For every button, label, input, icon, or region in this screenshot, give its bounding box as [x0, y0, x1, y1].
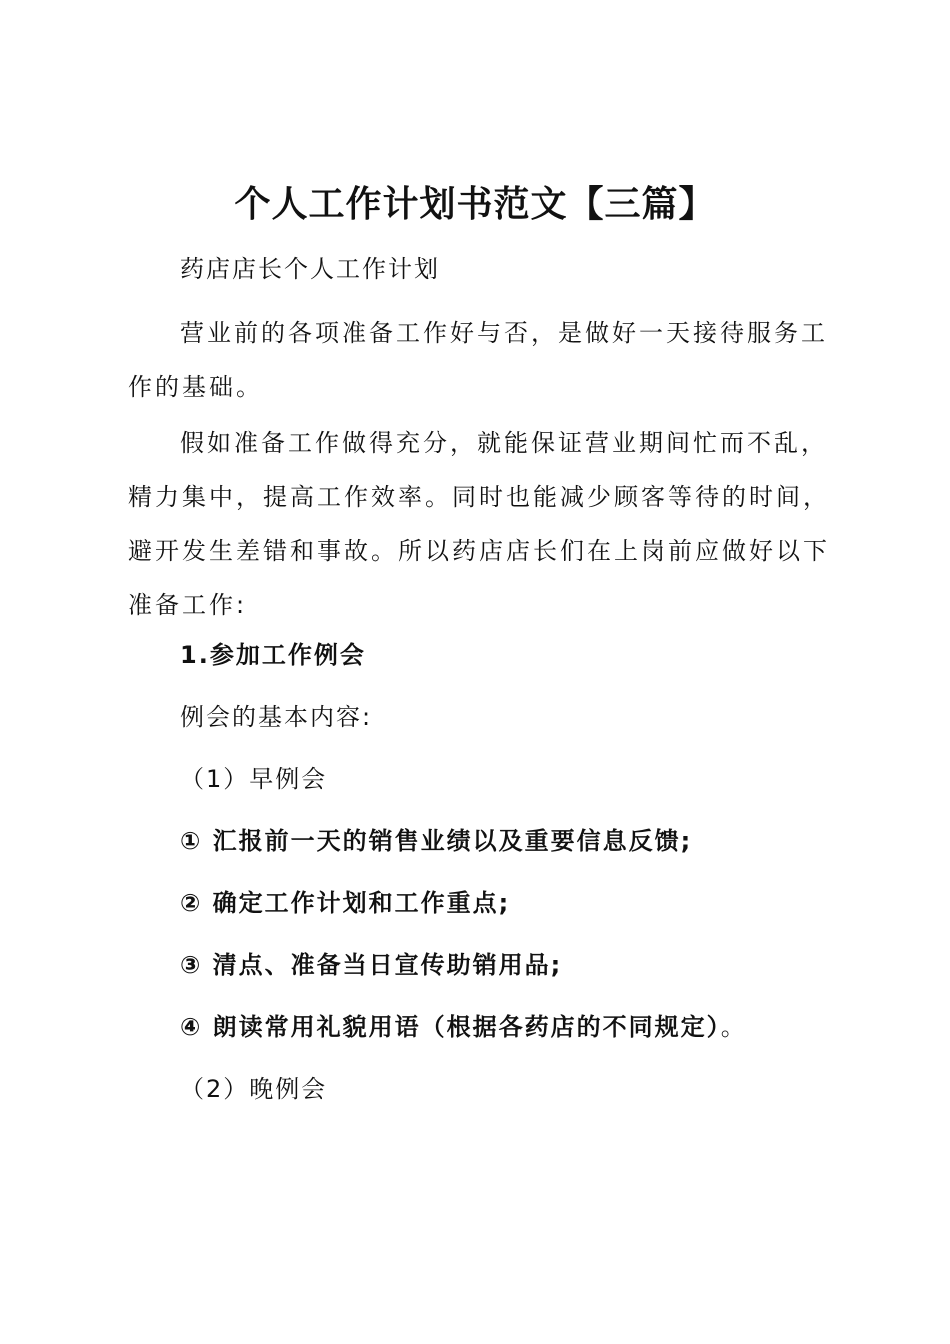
list-item	[180, 1000, 747, 1054]
list-item: ③ 清点、准备当日宣传助销用品;	[180, 951, 563, 979]
section-heading-1: 1.参加工作例会	[180, 641, 366, 669]
morning-meeting-heading: （1）早例会	[180, 765, 328, 793]
list-item: ① 汇报前一天的销售业绩以及重要信息反馈;	[180, 827, 693, 855]
document-title: 个人工作计划书范文【三篇】	[234, 183, 716, 225]
paragraph-1: 营业前的各项准备工作好与否，是做好一天接待服务工作的基础。	[128, 319, 828, 401]
list-item-suffix: 。	[720, 1013, 747, 1041]
list-item-text: ④ 朗读常用礼貌用语（根据各药店的不同规定）	[180, 1013, 721, 1041]
list-item: ② 确定工作计划和工作重点;	[180, 889, 511, 917]
subtitle: 药店店长个人工作计划	[180, 255, 440, 283]
evening-meeting-heading: （2）晚例会	[180, 1075, 328, 1103]
paragraph-2: 假如准备工作做得充分，就能保证营业期间忙而不乱，精力集中，提高工作效率。同时也能减少顾客等待的时间，避开发生差错和事故。所以药店店长们在上岗前应做好以下准备工作:	[128, 429, 830, 619]
meeting-content-label: 例会的基本内容:	[180, 703, 373, 731]
